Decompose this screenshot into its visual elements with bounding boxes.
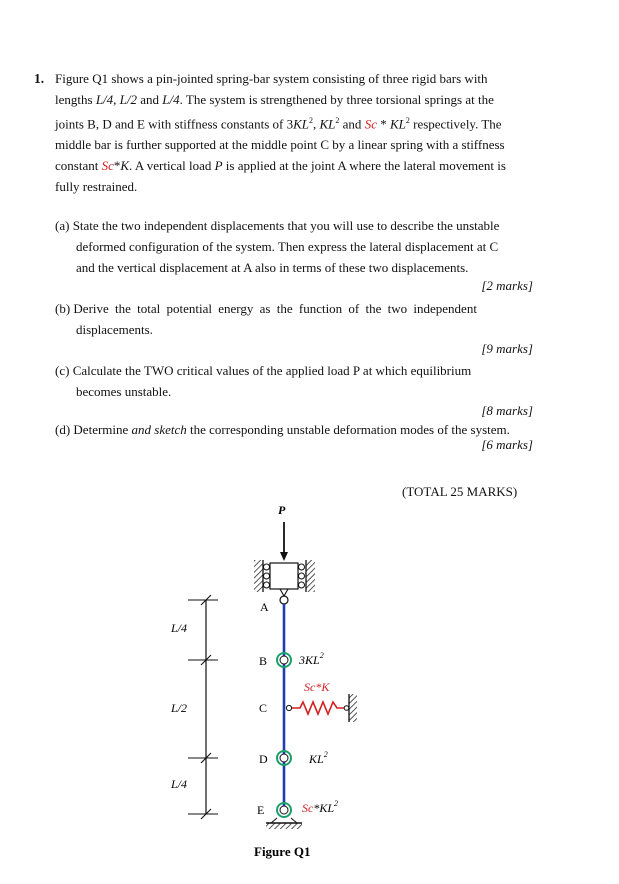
part-d-line-1: (d) Determine and sketch the corresponding unstable deformation modes of the system. (55, 422, 510, 437)
part-b-line-2: displacements. (76, 322, 153, 337)
dimension-line (188, 595, 218, 819)
spring-d-label: $KL^2$ (309, 750, 328, 766)
load-label: P (278, 503, 286, 517)
part-a-marks: [2 marks] (481, 278, 533, 293)
question-line-4: middle bar is further supported at the middle point C by a linear spring with a stiffness (55, 137, 505, 153)
part-c-line-2: becomes unstable. (76, 384, 172, 399)
part-d-marks: [6 marks] (481, 437, 533, 452)
total-marks: (TOTAL 25 MARKS) (402, 484, 518, 499)
joint-label-c: C (259, 701, 268, 715)
part-c-marks: [8 marks] (481, 403, 533, 418)
question-number: 1. (34, 71, 45, 86)
joint-label-e: E (257, 803, 265, 817)
part-b-marks: [9 marks] (481, 341, 533, 356)
part-a-line-3: and the vertical displacement at A also in terms of these two displacements. (76, 260, 469, 275)
spring-e-label: $Sc*KL^2$ (302, 799, 339, 815)
linear-spring-c (286, 694, 357, 722)
question-line-1: Figure Q1 shows a pin-jointed spring-bar system consisting of three rigid bars with (55, 71, 488, 86)
roller-support-a (254, 560, 315, 604)
dim-label-middle: L/2 (171, 701, 188, 715)
joint-label-b: B (259, 654, 268, 668)
part-c-line-1: (c) Calculate the TWO critical values of the applied load P at which equilibrium (55, 363, 472, 378)
spring-b-label: $3KL^2$ (299, 651, 324, 667)
pin-support-e (266, 803, 302, 829)
question-line-2: lengths L/4, L/2 and L/4. The system is strengthened by three torsional springs at the (55, 92, 494, 107)
part-a-line-2: deformed configuration of the system. Then express the lateral displacement at C (76, 239, 499, 254)
question-line-6: fully restrained. (55, 179, 138, 195)
figure-caption: Figure Q1 (254, 844, 311, 859)
part-a-line-1: (a) State the two independent displacements that you will use to describe the unstable (55, 218, 500, 233)
dim-label-bottom: L/4 (171, 777, 188, 791)
question-line-5: constant Sc*K. A vertical load P is applied at the joint A where the lateral movement is (55, 158, 506, 174)
part-b-line-1: (b) Derive the total potential energy as the function of the two independent (55, 301, 477, 316)
question-line-3: joints B, D and E with stiffness constants of $3KL^2$, $KL^2$ and Sc * $KL^2$ respectively. The (55, 116, 502, 132)
joint-label-a: A (260, 600, 269, 614)
spring-c-label: Sc*K (304, 680, 330, 694)
joint-label-d: D (259, 752, 268, 766)
dim-label-top: L/4 (171, 621, 188, 635)
load-arrow (280, 522, 288, 561)
